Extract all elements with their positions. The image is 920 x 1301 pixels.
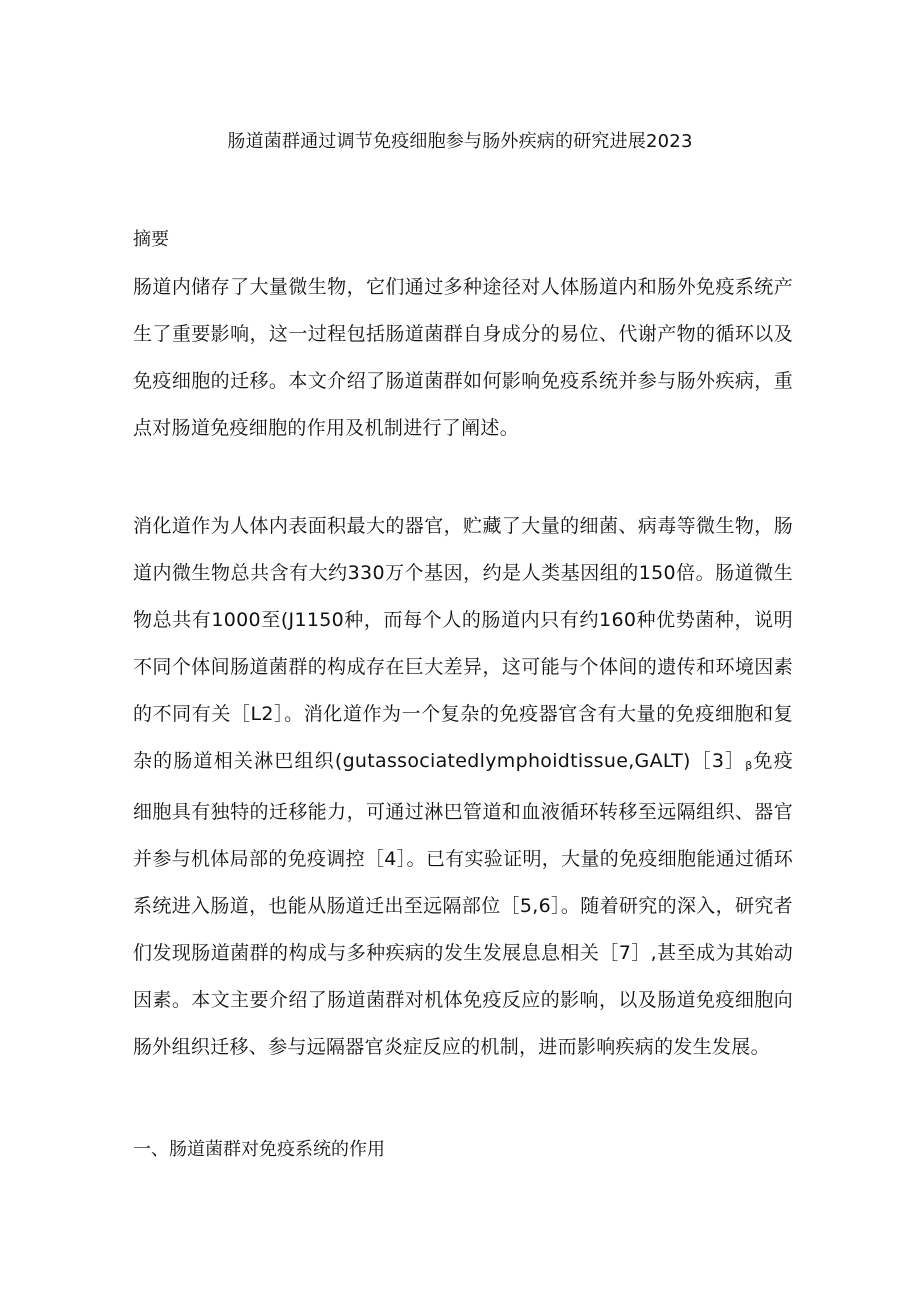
abstract-paragraph: 肠道内储存了大量微生物，它们通过多种途径对人体肠道内和肠外免疫系统产生了重要影响，这一过程包括肠道菌群自身成分的易位、代谢产物的循环以及免疫细胞的迁移。本文介绍了肠道菌群如何影响免疫系统并参与肠外疾病，重点对肠道免疫细胞的作用及机制进行了阐述。	[133, 276, 793, 439]
beta-subscript: β	[745, 759, 753, 772]
intro-text-part2: 免疫细胞具有独特的迁移能力，可通过淋巴管道和血液循环转移至远隔组织、器官并参与机体局部的免疫调控［4］。已有实验证明，大量的免疫细胞能通过循环系统进入肠道，也能从肠道迁出至远隔部位［5,6］。随着研究的深入，研究者们发现肠道菌群的构成与多种疾病的发生发展息息相关［7］,甚至成为其始动因素。本文主要介绍了肠道菌群对机体免疫反应的影响，以及肠道免疫细胞向肠外组织迁移、参与远隔器官炎症反应的机制，进而影响疾病的发生发展。	[133, 750, 793, 1058]
abstract-heading: 摘要	[133, 229, 169, 250]
intro-text-part1: 消化道作为人体内表面积最大的器官，贮藏了大量的细菌、病毒等微生物，肠道内微生物总共含有大约330万个基因，约是人类基因组的150倍。肠道微生物总共有1000至(J1150种，而每个人的肠道内只有约160种优势菌种，说明不同个体间肠道菌群的构成存在巨大差异，这可能与个体间的遗传和环境因素的不同有关［L2］。消化道作为一个复杂的免疫器官含有大量的免疫细胞和复杂的肠道相关淋巴组织(gutassociatedlymphoidtissue,GALT)［3］	[133, 515, 793, 772]
section-heading: 一、肠道菌群对免疫系统的作用	[133, 1139, 385, 1160]
intro-paragraph	[133, 503, 793, 1071]
document-title: 肠道菌群通过调节免疫细胞参与肠外疾病的研究进展2023	[227, 131, 693, 152]
